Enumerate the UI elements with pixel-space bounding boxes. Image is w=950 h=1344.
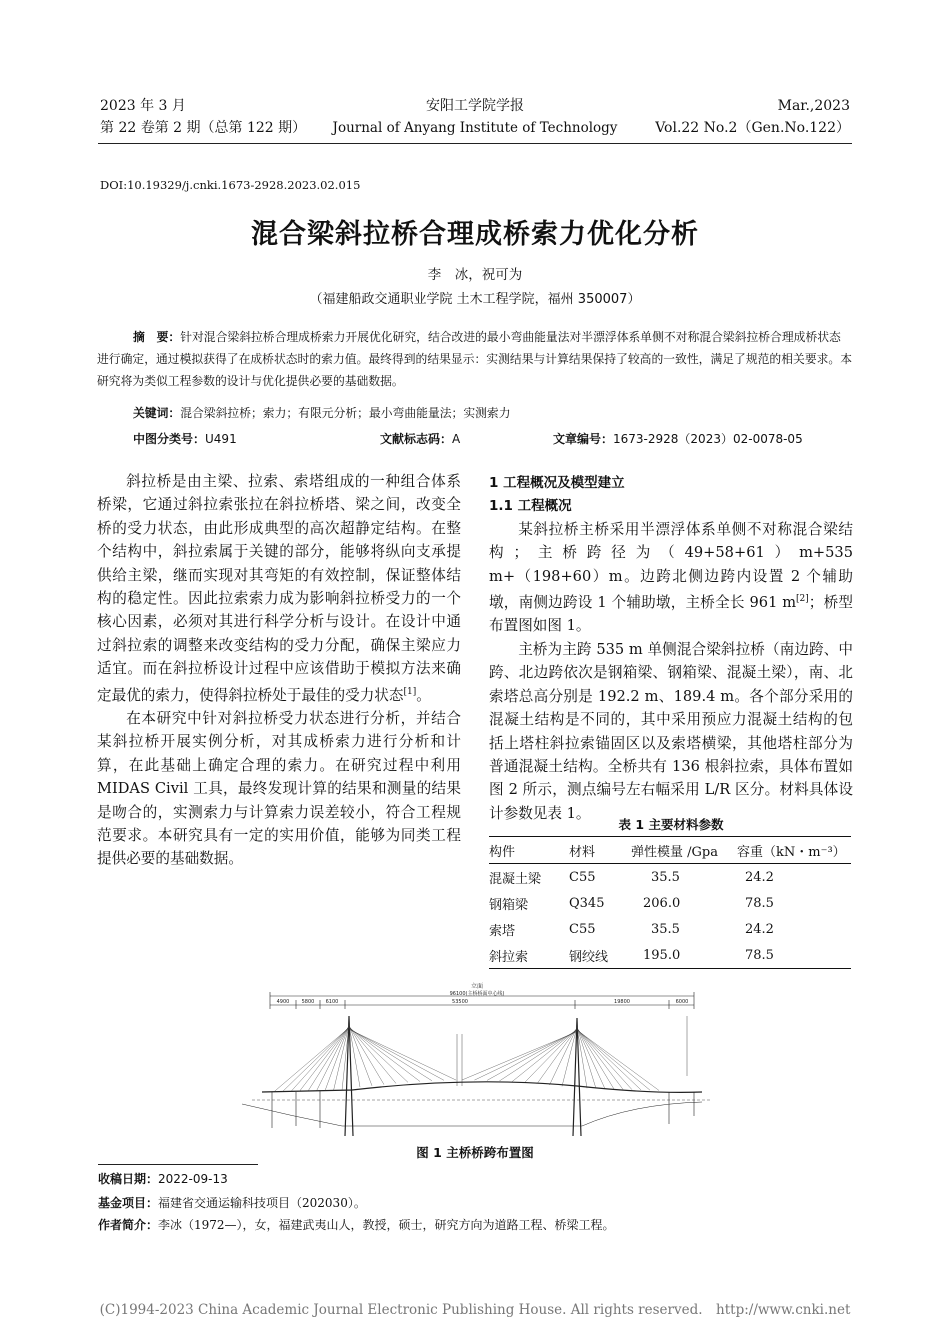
stay-cable [475,1031,578,1080]
table-cell: 钢箱梁 [489,897,529,913]
left-para-2: 在本研究中针对斜拉桥受力状态进行分析，并结合某斜拉桥开展实例分析，对其成桥索力进行分析和计算，在此基础上确定合理的索力。在研究过程中利用 MIDAS Civil 工具，最终发现计算的结果和测量的结果是吻合的，实测索力与计算索力误差较小，符合工程规范要求。本研究具有一定的实用价值，能够为同类工程提供必要的基础数据。 [97,709,461,868]
stay-cable [550,1027,578,1085]
right-para-1-end: ；桥型布置图如图 1。 [489,594,853,635]
materials-table [489,836,851,969]
stay-cable [349,1029,444,1081]
header-volume-cn: 第 22 卷第 2 期（总第 122 期） [100,120,307,136]
table-row [489,864,851,891]
table-cell: 24.2 [745,921,774,937]
table-cell: 195.0 [643,947,681,963]
table-cell: 35.5 [651,921,680,937]
doi: DOI:10.19329/j.cnki.1673-2928.2023.02.015 [100,178,361,192]
stay-cable [349,1026,396,1083]
keywords [133,402,853,424]
right-para-2: 主桥为主跨 535 m 单侧混合梁斜拉桥（南边跨、中跨、北边跨依次是钢箱梁、钢箱梁、混凝土梁），南、北索塔总高分别是 192.2 m、189.4 m。各个部分采用的混凝土结构是不同的，其中采用预应力混凝土结构的包括上塔柱斜拉索锚固区以及索塔横梁，其他塔柱部分为普通混凝土结构。全桥共有 136 根斜拉索，具体布置如图 2 所示，测点编号左右幅采用 L/R 区分。材料具体设计参数见表 1。 [489,640,853,822]
doc-code [380,430,460,447]
header-journal-en: Journal of Anyang Institute of Technology [332,120,618,136]
stay-cable [525,1029,578,1083]
abstract-label: 摘 要： [133,330,181,344]
clc-value: U491 [205,432,237,446]
stay-cable [291,1027,349,1092]
section-heading-1-1: 1.1 工程概况 [489,498,572,514]
stay-cable [317,1026,350,1091]
table-cell: C55 [569,869,596,885]
fund-label: 基金项目： [98,1196,159,1210]
table-header-cell: 弹性模量 /Gpa [631,844,718,860]
header-journal-cn: 安阳工学院学报 [426,98,524,114]
stay-cable [577,1027,596,1089]
received-date: 2022-09-13 [158,1172,228,1186]
stay-cable [274,1028,349,1092]
stay-cable [577,1028,614,1089]
bridge-elevation-figure [232,976,722,1138]
article-label: 文章编号： [553,432,614,446]
table-cell: 24.2 [745,869,774,885]
stay-cable [577,1030,659,1090]
section-heading-1: 1 工程概况及模型建立 [489,475,625,491]
left-column [97,470,461,871]
header-volume-en: Vol.22 No.2（Gen.No.122） [655,120,850,136]
stay-cable [349,1025,372,1086]
table-cell: 混凝土梁 [489,871,542,887]
stay-cable [300,1026,350,1091]
footnote-rule [98,1164,258,1165]
figure-dim: 6000 [675,999,689,1005]
figure-dim: 4900 [276,999,290,1005]
stay-cable [577,1030,650,1091]
table-cell: 78.5 [745,947,774,963]
stay-cable [349,1029,456,1080]
right-para-1 [489,518,853,638]
doc-value: A [452,432,461,446]
figure-dim: 5800 [301,999,315,1005]
header-date-cn: 2023 年 3 月 [100,98,186,114]
stay-cable [349,1028,432,1081]
table-cell: C55 [569,921,596,937]
fund-text: 福建省交通运输科技项目（202030）。 [158,1196,366,1210]
table-cell: 钢绞线 [569,949,609,965]
copyright-notice: (C)1994-2023 China Academic Journal Electronic Publishing House. All rights reserved. http://www.cnki.net [99,1302,851,1318]
right-para-1-text: 某斜拉桥主桥采用半漂浮体系单侧不对称混合梁结构；主桥跨径为（49+58+61）m+535 m+（198+60）m。边跨北侧边跨内设置 2 个辅助墩，南侧边跨设 1 个辅助墩，主桥全长 961 m [489,521,853,612]
ref-1[interactable]: [1] [403,686,417,697]
table-header-cell: 构件 [489,844,516,860]
footnote-author [98,1216,615,1234]
stay-cable [577,1029,632,1090]
table-cell: 206.0 [643,895,681,911]
article-number [553,430,803,447]
clc-label: 中图分类号： [133,432,206,446]
table-caption: 表 1 主要材料参数 [618,817,724,832]
table-row [489,942,851,969]
author-text: 李冰（1972—），女，福建武夷山人，教授，硕士，研究方向为道路工程、桥梁工程。 [158,1218,615,1232]
table-cell: 索塔 [489,923,516,939]
right-column [489,472,853,825]
table-cell: 78.5 [745,895,774,911]
header-date-en: Mar.,2023 [777,98,850,114]
header-rule [98,143,852,144]
doc-label: 文献标志码： [380,432,453,446]
table-header-row [489,837,851,864]
figure-dim: 53500 [452,999,468,1005]
left-para-1-text: 斜拉桥是由主梁、拉索、索塔组成的一种组合体系桥梁，它通过斜拉索张拉在斜拉桥塔、梁之间，改变全桥的受力状态，由此形成典型的高次超静定结构。在整个结构中，斜拉索属于关键的部分，能够将纵向支承提供给主梁，继而实现对其弯矩的有效控制，保证整体结构的稳定性。因此拉索索力成为影响斜拉桥受力的一个核心因素，必须对其进行科学分析与设计。在设计中通过斜拉索的调整来改变结构的受力分配，确保主梁应力适宜。而在斜拉桥设计过程中应该借助于模拟方法来确定最优的索力，使得斜拉桥处于最佳的受力状态 [97,473,461,704]
author-label: 作者简介： [98,1218,159,1232]
figure-dim: 6100 [325,999,339,1005]
stay-cable [512,1029,577,1081]
left-para-1 [97,470,461,707]
keywords-label: 关键词： [133,406,181,420]
paper-title: 混合梁斜拉桥合理成桥索力优化分析 [251,219,699,250]
footnote-received [98,1170,228,1188]
figure-dim: 19800 [614,999,630,1005]
table-cell: 斜拉索 [489,949,529,965]
stay-cable [349,1028,420,1082]
table-cell: Q345 [569,895,605,911]
left-para-1-end: 。 [416,686,431,704]
table-row [489,916,851,942]
stay-cable [537,1028,577,1084]
stay-cable [283,1027,350,1091]
figure-top-label: 立面 [470,983,484,990]
affiliation: （福建船政交通职业学院 土木工程学院，福州 350007） [309,292,641,307]
ref-2[interactable]: [2] [796,594,809,605]
table-cell: 35.5 [651,869,680,885]
received-label: 收稿日期： [98,1172,159,1186]
clc [133,430,237,447]
stay-cable [462,1032,577,1080]
abstract [97,326,852,392]
table-header-cell: 容重（kN・m⁻³） [737,844,846,860]
table-row [489,890,851,916]
table-header-cell: 材料 [569,844,596,860]
figure-total-label: 96100(主桥桥面中心线) [449,991,505,997]
authors: 李 冰，祝可为 [427,267,523,283]
article-value: 1673-2928（2023）02-0078-05 [613,432,803,446]
figure-caption: 图 1 主桥桥跨布置图 [416,1145,534,1160]
footnote-fund [98,1194,366,1212]
abstract-text: 针对混合梁斜拉桥合理成桥索力开展优化研究，结合改进的最小弯曲能量法对半漂浮体系单侧不对称混合梁斜拉桥合理成桥状态进行确定，通过模拟获得了在成桥状态时的索力值。最终得到的结果显示：实测结果与计算结果保持了较高的一致性，满足了规范的相关要求。本研究将为类似工程参数的设计与优化提供必要的基础数据。 [97,330,853,388]
keywords-text: 混合梁斜拉桥；索力；有限元分析；最小弯曲能量法；实测索力 [180,406,511,420]
stay-cable [577,1027,605,1088]
